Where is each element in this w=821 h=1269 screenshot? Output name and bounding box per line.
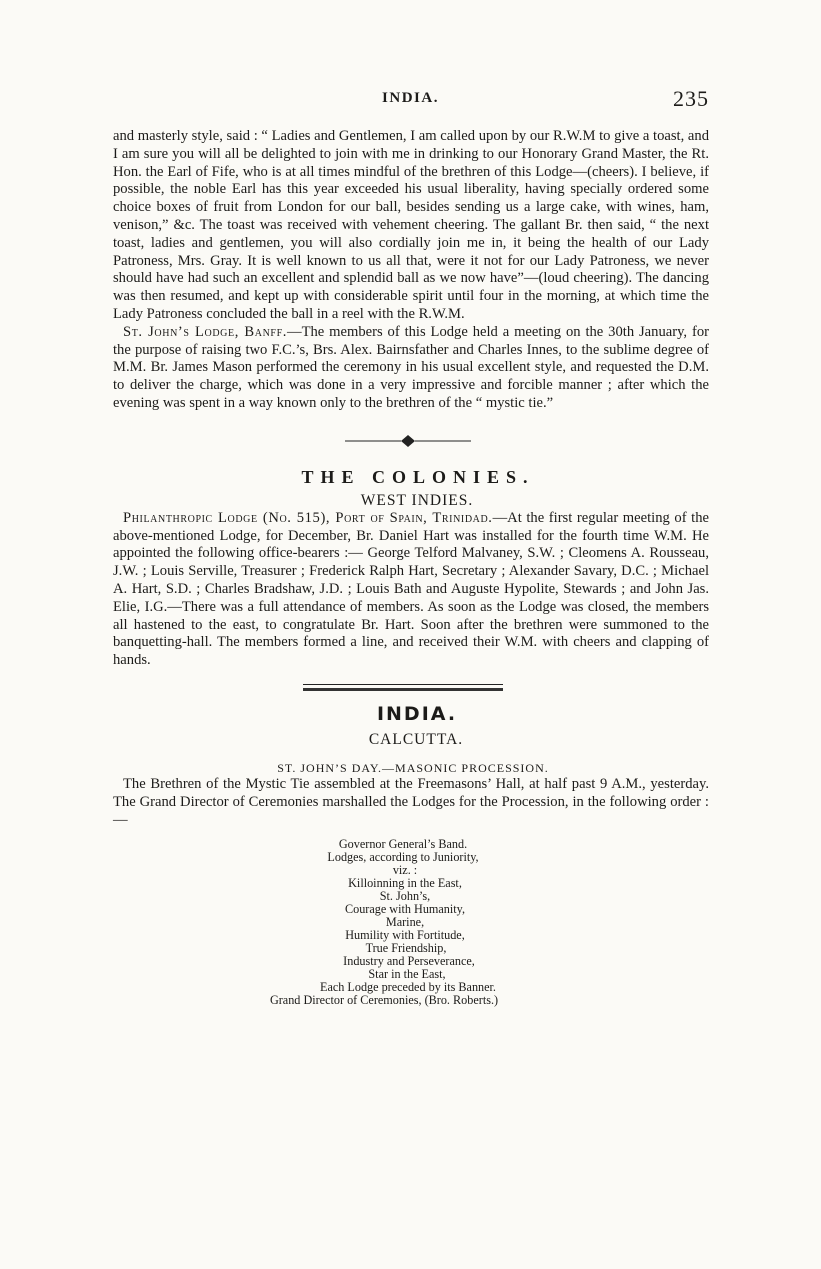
running-title: INDIA. [382, 90, 439, 106]
procession-line: viz. : [392, 862, 418, 877]
page-number: 235 [673, 86, 709, 111]
procession-line: St. John’s, [379, 888, 431, 903]
philanthropic-lodge-paragraph [113, 510, 709, 670]
procession-line: Each Lodge preceded by its Banner. [320, 979, 496, 994]
st-johns-lodge-paragraph [113, 324, 709, 413]
ornament-divider [113, 433, 709, 449]
opening-paragraph: and masterly style, said : “ Ladies and Gentlemen, I am called upon by our R.W.M to give a toast, and I am sure you will all be delighted to join with me in drinking to our Honorary Grand Master, the Rt. Hon. the Earl of Fife, who is at all times mindful of the brethren of this Lodge—(cheers). I believe, if possible, the noble Earl has this year exceeded his usual liberality, having specially ordered some choice boxes of fruit from London for our ball, besides sending us a large cake, with wines, ham, venison,” &c. The toast was received with vehement cheering. The gallant Br. then said, “ the next toast, ladies and gentlemen, you will also cordially join me in, it being the health of our Lady Patroness, Mrs. Gray. It is well known to us all that, were it not for our Lady Patroness, we never should have had such an excellent and splendid ball as we now have”—(loud cheering). The dancing was then resumed, and kept up with considerable spirit until four in the morning, at which time the Lady Patroness concluded the ball in a reel with the R.W.M. [113, 128, 709, 322]
philanthropic-lodge-lead: Philanthropic Lodge (No. 515), Port of Spain, Trinidad. [123, 509, 493, 526]
procession-line: Humility with Fortitude, [345, 927, 465, 942]
calcutta-subheading: CALCUTTA. [368, 731, 464, 749]
st-johns-lodge-lead: St. John’s Lodge, Banff. [123, 323, 287, 340]
procession-subheading: ST. JOHN’S DAY.—MASONIC PROCESSION. [277, 761, 549, 776]
procession-list [113, 838, 709, 1007]
procession-line: Killoinning in the East, [348, 875, 462, 890]
west-indies-subheading: WEST INDIES. [360, 491, 474, 509]
article-body [113, 128, 709, 1007]
philanthropic-lodge-text: —At the first regular meeting of the above-mentioned Lodge, for December, Br. Daniel Hart was installed for the fourth time W.M. He appointed the following office-bearers :— George Telford Malvaney, S.W. ; Cleomens A. Rousseau, J.W. ; Louis Serville, Treasurer ; Frederick Ralph Hart, Secretary ; Alexander Savary, D.C. ; Michael A. Hart, S.D. ; Charles Bradshaw, J.D. ; Louis Bath and Auguste Hypolite, Stewards ; and John Jas. Elie, I.G.—There was a full attendance of members. As soon as the Lodge was closed, the members all hastened to the east, to congratulate Br. Hart. Soon after the brethren were summoned to the banquetting-hall. The members formed a line, and received their W.M. with cheers and clapping of hands. [113, 509, 709, 669]
procession-line: Governor General’s Band. [338, 836, 468, 851]
section-rule-thin [303, 684, 503, 686]
section-rule [303, 684, 503, 692]
procession-line: Star in the East, [368, 966, 446, 981]
st-johns-lodge-text: —The members of this Lodge held a meeting on the 30th January, for the purpose of raising two F.C.’s, Brs. Alex. Bairnsfather and Charles Innes, to the sublime degree of M.M. Br. James Mason performed the ceremony in his usual excellent style, and requested the D.M. to deliver the charge, which was done in a very impressive and forcible manner ; after which the evening was spent in a way known only to the brethren of the “ mystic tie.” [113, 323, 709, 411]
india-heading: INDIA. [376, 703, 458, 726]
procession-line: Industry and Perseverance, [343, 953, 475, 968]
procession-line: Grand Director of Ceremonies, (Bro. Roberts.) [269, 992, 499, 1007]
running-head [0, 86, 821, 116]
procession-line: True Friendship, [365, 940, 447, 955]
procession-line: Lodges, according to Juniority, [327, 849, 479, 864]
ornament-icon [343, 433, 473, 449]
procession-line: Courage with Humanity, [344, 901, 466, 916]
section-rule-thick [303, 688, 503, 691]
calcutta-paragraph: The Brethren of the Mystic Tie assembled at the Freemasons’ Hall, at half past 9 A.M., yesterday. The Grand Director of Ceremonies marshalled the Lodges for the Procession, in the following order :— [113, 776, 709, 829]
procession-line: Marine, [385, 914, 425, 929]
colonies-heading: THE COLONIES. [301, 466, 535, 487]
